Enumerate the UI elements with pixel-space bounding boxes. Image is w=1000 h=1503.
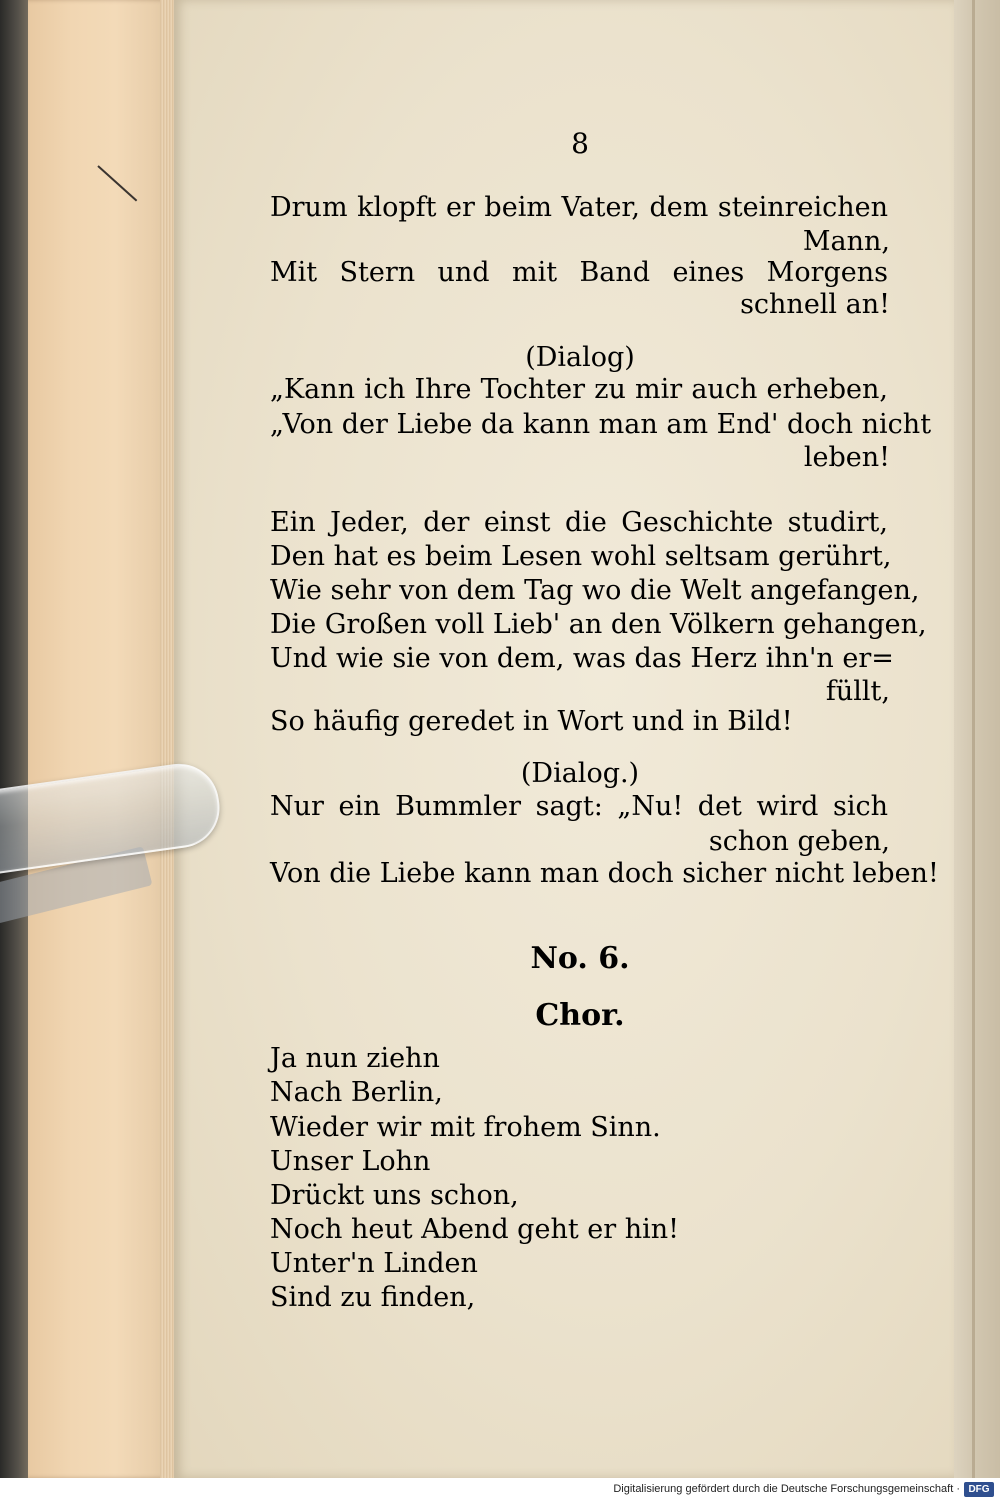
dialog-line: leben! bbox=[803, 442, 890, 473]
book-spine bbox=[28, 0, 174, 1478]
section-title: Chor. bbox=[535, 998, 625, 1033]
funding-credit: Digitalisierung gefördert durch die Deutsche Forschungsgemeinschaft · bbox=[613, 1483, 960, 1495]
dialog-line: schon geben, bbox=[708, 826, 890, 857]
chor-line: Wieder wir mit frohem Sinn. bbox=[270, 1112, 661, 1143]
chor-line: Unter'n Linden bbox=[270, 1248, 478, 1279]
verse-line: Drum klopft er beim Vater, dem steinreichen bbox=[270, 192, 888, 223]
chor-line: Unser Lohn bbox=[270, 1146, 431, 1177]
fold-line bbox=[972, 0, 975, 1478]
verse-line: Ein Jeder, der einst die Geschichte studirt, bbox=[270, 507, 888, 538]
verse-line: füllt, bbox=[825, 676, 890, 707]
page-number: 8 bbox=[571, 127, 589, 160]
chor-line: Sind zu finden, bbox=[270, 1282, 476, 1313]
chor-line: Noch heut Abend geht er hin! bbox=[270, 1214, 679, 1245]
verse-line: Und wie sie von dem, was das Herz ihn'n er= bbox=[270, 643, 894, 674]
next-page-edge bbox=[954, 0, 1000, 1478]
dialog-line: „Kann ich Ihre Tochter zu mir auch erheben, bbox=[270, 374, 888, 405]
dfg-logo-icon: DFG bbox=[964, 1482, 994, 1497]
verse-line: Mit Stern und mit Band eines Morgens bbox=[270, 257, 888, 288]
verse-line: schnell an! bbox=[740, 289, 890, 320]
verse-line: Den hat es beim Lesen wohl seltsam gerührt, bbox=[270, 541, 892, 572]
stage-direction: (Dialog) bbox=[525, 342, 635, 373]
chor-line: Nach Berlin, bbox=[270, 1077, 443, 1108]
dialog-line: Von die Liebe kann man doch sicher nicht leben! bbox=[270, 858, 939, 889]
verse-line: So häufig geredet in Wort und in Bild! bbox=[270, 706, 793, 737]
dialog-line: „Von der Liebe da kann man am End' doch nicht bbox=[270, 409, 932, 440]
chor-line: Ja nun ziehn bbox=[270, 1043, 440, 1074]
page-edges bbox=[160, 0, 174, 1478]
chor-line: Drückt uns schon, bbox=[270, 1180, 519, 1211]
stage-direction: (Dialog.) bbox=[520, 758, 640, 789]
verse-line: Die Großen voll Lieb' an den Völkern gehangen, bbox=[270, 609, 927, 640]
background-strip bbox=[0, 0, 30, 1478]
verse-line: Mann, bbox=[802, 226, 890, 257]
verse-line: Wie sehr von dem Tag wo die Welt angefangen, bbox=[270, 575, 920, 606]
footer-bar bbox=[0, 1478, 1000, 1503]
section-number: No. 6. bbox=[530, 941, 630, 976]
dialog-line: Nur ein Bummler sagt: „Nu! det wird sich bbox=[270, 791, 888, 822]
